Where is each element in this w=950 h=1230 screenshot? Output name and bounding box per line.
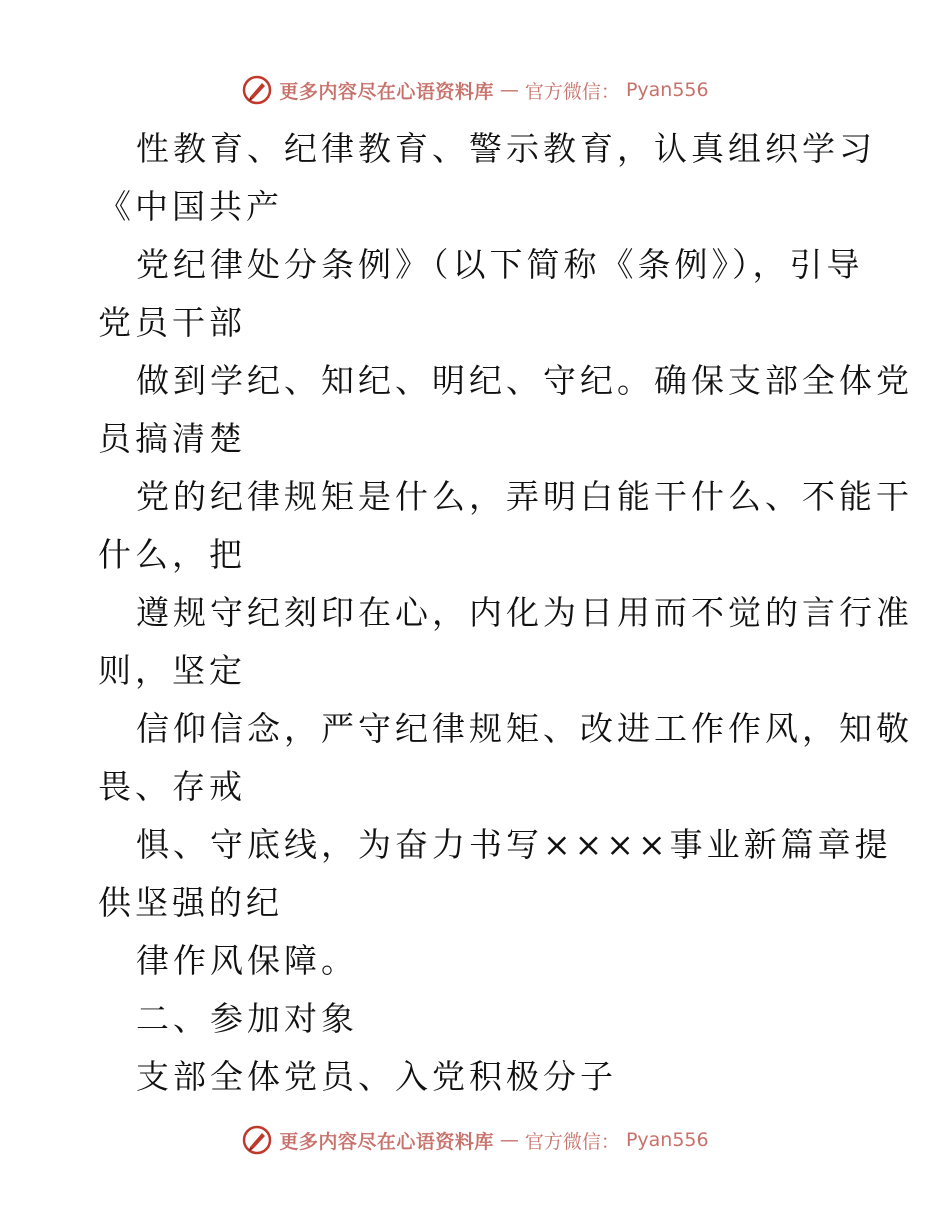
text-line: 支部全体党员、入党积极分子 xyxy=(136,1057,617,1096)
text-line: 什么，把 xyxy=(98,535,246,574)
watermark-wechat-label: 官方微信： xyxy=(524,1130,620,1153)
text-line: 供坚强的纪 xyxy=(98,883,283,922)
text-line: 信仰信念，严守纪律规矩、改进工作作风，知敬 xyxy=(136,709,913,748)
text-line: 遵规守纪刻印在心，内化为日用而不觉的言行准 xyxy=(136,593,913,632)
text-line: 二、参加对象 xyxy=(136,999,358,1038)
watermark-separator: — xyxy=(499,79,519,101)
text-line: 做到学纪、知纪、明纪、守纪。确保支部全体党 xyxy=(136,361,913,400)
watermark-text: 更多内容尽在心语资料库 xyxy=(279,80,494,103)
header-watermark xyxy=(0,70,950,110)
footer-watermark xyxy=(0,1120,950,1160)
text-line: 党的纪律规矩是什么，弄明白能干什么、不能干 xyxy=(136,477,913,516)
text-line: 党纪律处分条例》（以下简称《条例》），引导 xyxy=(136,245,864,284)
text-line: 《中国共产 xyxy=(98,187,283,226)
pen-logo-icon xyxy=(241,74,273,106)
text-line: 则，坚定 xyxy=(98,651,246,690)
watermark-separator: — xyxy=(499,1129,519,1151)
watermark-wechat-label: 官方微信： xyxy=(524,80,620,103)
text-line: 惧、守底线，为奋力书写××××事业新篇章提 xyxy=(136,825,892,864)
watermark-wechat-handle: Pyan556 xyxy=(625,79,709,101)
text-line: 畏、存戒 xyxy=(98,767,246,806)
text-line: 律作风保障。 xyxy=(136,941,358,980)
watermark-wechat-handle: Pyan556 xyxy=(625,1129,709,1151)
text-line: 性教育、纪律教育、警示教育，认真组织学习 xyxy=(136,129,876,168)
document-body xyxy=(98,120,913,1106)
text-line: 员搞清楚 xyxy=(98,419,246,458)
pen-logo-icon xyxy=(241,1124,273,1156)
text-line: 党员干部 xyxy=(98,303,246,342)
watermark-text: 更多内容尽在心语资料库 xyxy=(279,1130,494,1153)
